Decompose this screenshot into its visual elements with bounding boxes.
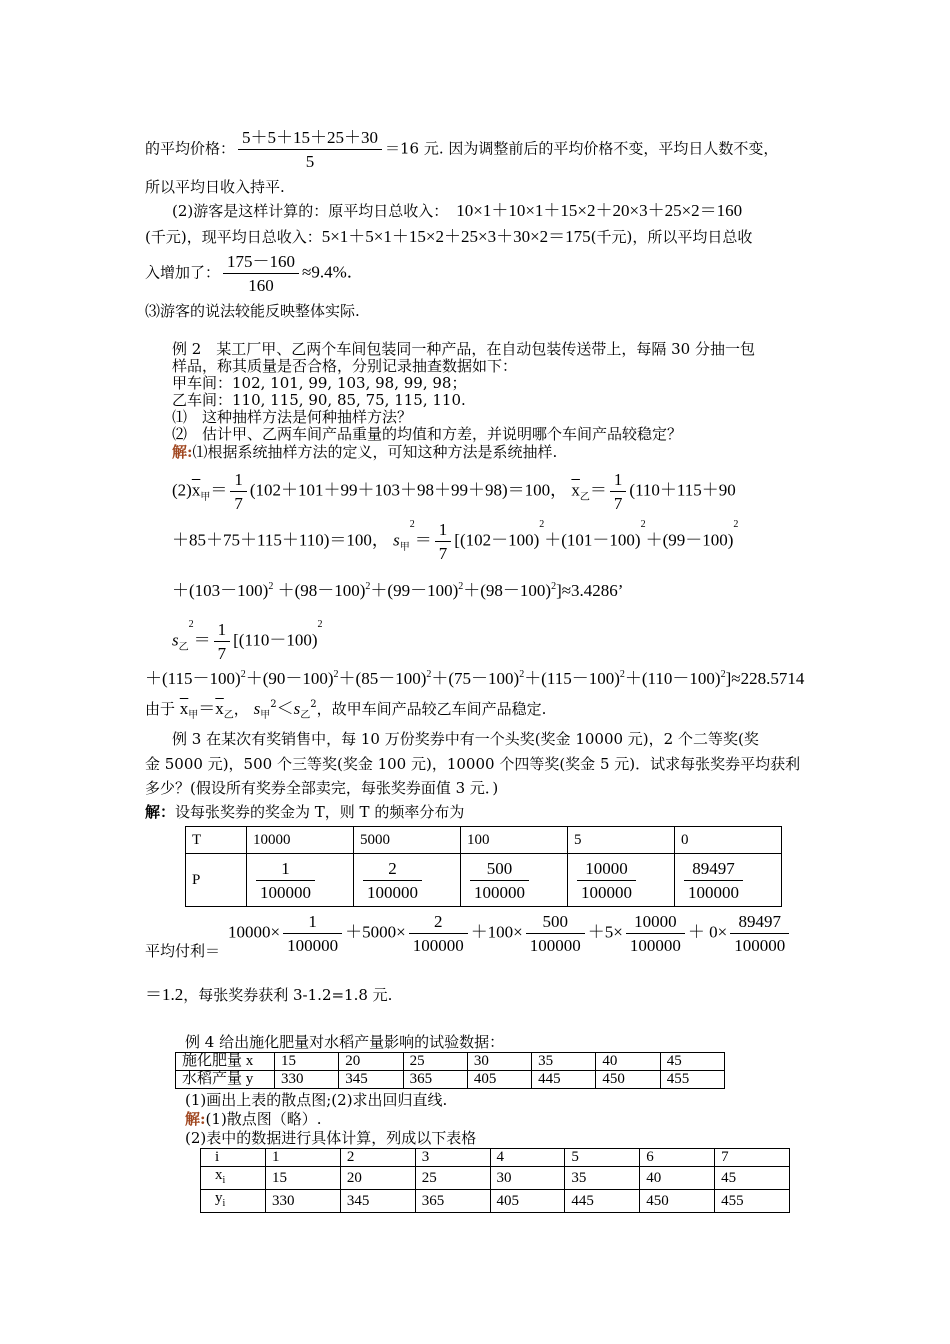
numerator: 2: [363, 859, 422, 881]
question-2: ⑵ 估计甲、乙两车间产品重量的均值和方差，并说明哪个车间产品较稳定？: [172, 425, 683, 443]
paragraph-line: (2)表中的数据进行具体计算，列成以下表格: [185, 1129, 477, 1147]
denominator: 100000: [474, 882, 525, 902]
table-cell: 450: [640, 1190, 715, 1213]
table-cell: [354, 854, 461, 907]
math: ＝1.2: [145, 985, 184, 1004]
xbar: $\overline{x}$: [179, 699, 189, 718]
denominator: 100000: [412, 936, 464, 955]
table-cell: 100: [461, 827, 568, 854]
math: ≈9.4%．: [302, 262, 364, 282]
superscript: 2: [539, 519, 545, 530]
table-cell: 345: [339, 1071, 403, 1089]
text: 平均付利＝: [145, 942, 221, 960]
table-cell: 25: [403, 1053, 467, 1071]
superscript: 2: [458, 581, 464, 592]
table-cell: 365: [403, 1071, 467, 1089]
superscript: 2: [409, 519, 415, 530]
text: ＋(115－100): [524, 669, 620, 688]
table-row: [201, 1149, 790, 1167]
superscript: 2: [365, 581, 371, 592]
solution-label: 解：: [145, 803, 176, 821]
text: ＋(90－100): [245, 669, 334, 688]
example-2-title: 例 2 某工厂甲、乙两个车间包装同一种产品，在自动包装传送带上，每隔 30 分抽一包: [172, 340, 755, 358]
superscript: 2: [270, 699, 277, 710]
superscript: 2: [551, 581, 557, 592]
text: ，: [233, 700, 249, 718]
table-cell: 5000: [354, 827, 461, 854]
variance-yi-formula-cont: [145, 670, 804, 688]
xbar: $\overline{x}$: [571, 480, 580, 500]
superscript: 2: [733, 519, 739, 530]
text: ，故甲车间产品较乙车间产品稳定.: [316, 700, 547, 718]
table-cell: [568, 854, 675, 907]
fraction: [730, 912, 789, 955]
denominator: 100000: [529, 936, 581, 955]
text: 的平均价格：: [145, 139, 236, 158]
subscript: 甲: [260, 710, 271, 721]
paragraph-line: 多少？(假设所有奖券全部卖完，每张奖券面值 3 元．): [145, 779, 499, 797]
fraction: [214, 620, 231, 663]
table-row: [186, 854, 782, 907]
text: ＋5000×: [345, 922, 406, 942]
subscript: 甲: [399, 541, 410, 553]
paragraph-line: ⑶游客的说法较能反映整体实际.: [145, 302, 360, 320]
superscript: 2: [310, 699, 317, 710]
fraction: [363, 859, 422, 902]
table-cell: 405: [490, 1190, 565, 1213]
fraction: [684, 859, 743, 902]
text: ＋(115－100): [145, 669, 241, 688]
numerator: 500: [470, 859, 529, 881]
text: ＝: [414, 530, 432, 550]
text: ＝: [198, 699, 216, 718]
text: [(110－100): [233, 630, 318, 650]
table-cell: 330: [275, 1071, 339, 1089]
fraction: [470, 859, 529, 902]
numerator: 89497: [730, 912, 789, 934]
text: (2): [172, 480, 192, 500]
table-cell: 330: [266, 1190, 341, 1213]
table-cell: 405: [467, 1071, 531, 1089]
numerator: 2: [409, 912, 468, 934]
table-cell: 0: [675, 827, 782, 854]
paragraph-line: [145, 228, 752, 246]
text: ⑴根据系统抽样方法的定义，可知这种方法是系统抽样.: [192, 443, 558, 461]
numerator: 10000: [626, 912, 685, 934]
text: ＋(103－100): [172, 581, 269, 600]
example-3-title: 例 3 在某次有奖销售中，每 10 万份奖券中有一个头奖(奖金 10000 元)，2 个二等奖(奖: [172, 730, 759, 748]
table-cell: 5: [568, 827, 675, 854]
text: y: [215, 1190, 223, 1206]
superscript: 2: [640, 519, 646, 530]
table-cell: 4: [490, 1149, 565, 1167]
computation-table: [200, 1148, 790, 1213]
text: ＝: [193, 630, 211, 650]
denominator: 7: [234, 494, 243, 513]
fraction: [526, 912, 585, 955]
numerator: 1: [283, 912, 342, 934]
numerator: 1: [230, 470, 247, 492]
denominator: 100000: [367, 882, 418, 902]
paragraph-line: [145, 252, 364, 295]
table-cell: 20: [339, 1053, 403, 1071]
text: ＋(99－100): [645, 530, 734, 550]
math: 10×1＋10×1＋15×2＋20×3＋25×2＝160: [456, 201, 743, 220]
result-line: [145, 986, 392, 1004]
s-symbol: s: [172, 630, 179, 650]
s-symbol: s: [293, 699, 301, 718]
math: 5×1＋5×1＋15×2＋25×3＋30×2＝175: [321, 227, 591, 246]
paragraph-line: [172, 202, 742, 220]
table-cell: P: [186, 854, 247, 907]
solution-label: 解:: [172, 443, 193, 461]
table-cell: 345: [340, 1190, 415, 1213]
table-cell: 20: [340, 1167, 415, 1190]
price-line: [145, 128, 778, 171]
table-cell: 455: [715, 1190, 790, 1213]
fraction: [223, 252, 299, 295]
table-cell: [461, 854, 568, 907]
text: ＋(98－100): [463, 581, 552, 600]
table-cell: 25: [415, 1167, 490, 1190]
subscript: 甲: [188, 710, 199, 721]
fraction: [256, 859, 315, 902]
fraction: [238, 128, 382, 171]
superscript: 2: [317, 619, 323, 630]
denominator: 100000: [688, 882, 739, 902]
fraction: [283, 912, 342, 955]
table-cell: 455: [660, 1071, 724, 1089]
table-cell: 445: [532, 1071, 596, 1089]
denominator: 7: [217, 644, 227, 663]
xbar: $\overline{x}$: [191, 480, 201, 500]
superscript: 2: [240, 669, 246, 680]
table-cell: 40: [640, 1167, 715, 1190]
text: (110＋115＋90: [629, 480, 736, 500]
paragraph-line: (1)画出上表的散点图;(2)求出回归直线.: [185, 1091, 448, 1109]
text: ＝: [210, 480, 228, 500]
subscript: 乙: [300, 710, 311, 721]
text: ，每张奖券获利 3-1.2=1.8 元.: [183, 986, 393, 1004]
text: [(102－100): [454, 530, 540, 550]
subscript: 甲: [200, 491, 211, 503]
denominator: 100000: [287, 936, 339, 955]
text: ＋(98－100): [277, 581, 366, 600]
numerator: 5＋5＋15＋25＋30: [238, 128, 382, 150]
mean-formula: [172, 470, 736, 513]
text: ]≈3.4286’: [556, 581, 624, 600]
text: ＋(110－100): [624, 669, 721, 688]
table-row: [201, 1190, 790, 1213]
table-cell: 35: [565, 1167, 640, 1190]
numerator: 1: [435, 520, 452, 542]
text: ＋85＋75＋115＋110)＝100，: [172, 530, 389, 550]
numerator: 1: [610, 470, 627, 492]
prize-distribution-table: [185, 826, 782, 907]
paragraph-line: 金 5000 元)，500 个三等奖(奖金 100 元)，10000 个四等奖(奖金 5 元)．试求每张奖券平均获利: [145, 755, 801, 773]
solution-label: 解:: [185, 1110, 206, 1128]
fertilizer-yield-table: [175, 1052, 725, 1089]
numerator: 1: [214, 620, 231, 642]
table-row: [201, 1167, 790, 1190]
fraction: [610, 470, 627, 513]
paragraph-line: 甲车间：102, 101, 99, 103, 98, 99, 98；: [172, 374, 467, 392]
table-cell: T: [186, 827, 247, 854]
fraction: [409, 912, 468, 955]
table-cell: 10000: [247, 827, 354, 854]
table-cell: 2: [340, 1149, 415, 1167]
text: (2)游客是这样计算的：原平均日总收入：: [172, 202, 449, 220]
text: ＜: [276, 699, 294, 718]
fraction: [626, 912, 685, 955]
text: ＋(99－100): [370, 581, 459, 600]
text: 由于: [145, 700, 176, 718]
table-cell: 450: [596, 1071, 660, 1089]
denominator: 7: [613, 494, 623, 513]
table-cell: 1: [266, 1149, 341, 1167]
denominator: 5: [305, 152, 315, 171]
subscript: i: [222, 1175, 226, 1186]
superscript: 2: [268, 581, 274, 592]
superscript: 2: [426, 669, 432, 680]
table-cell: 35: [532, 1053, 596, 1071]
table-cell: 7: [715, 1149, 790, 1167]
superscript: 2: [720, 669, 726, 680]
text: ＝16 元. 因为调整前后的平均价格不变，平均日人数不变，: [385, 139, 779, 158]
numerator: 500: [526, 912, 585, 934]
text: ＋ 0×: [687, 922, 728, 942]
numerator: 89497: [684, 859, 743, 881]
table-row: [176, 1071, 725, 1089]
subscript: i: [222, 1198, 226, 1209]
text: x: [215, 1167, 223, 1183]
table-cell: 5: [565, 1149, 640, 1167]
text: 入增加了：: [145, 263, 221, 282]
subscript: 乙: [178, 641, 189, 653]
text: ＋100×: [470, 922, 523, 942]
expectation-expression: [228, 912, 792, 955]
table-row: [176, 1053, 725, 1071]
variance-formula: [172, 520, 738, 563]
denominator: 160: [248, 276, 274, 295]
text: 设每张奖券的奖金为 T，则 T 的频率分布为: [175, 803, 465, 821]
paragraph-line: 乙车间：110, 115, 90, 85, 75, 115, 110.: [172, 391, 466, 409]
numerator: 175－160: [223, 252, 299, 274]
table-cell: 15: [266, 1167, 341, 1190]
xbar: $\overline{x}$: [215, 699, 224, 718]
fraction: [435, 520, 452, 563]
variance-yi-formula: [172, 620, 322, 663]
table-cell: 40: [596, 1053, 660, 1071]
denominator: 100000: [260, 882, 311, 902]
solution-line: [172, 443, 557, 461]
superscript: 2: [333, 669, 339, 680]
subscript: 乙: [223, 710, 234, 721]
table-cell: 30: [467, 1053, 531, 1071]
text: (千元)，现平均日总收入：: [145, 228, 322, 246]
table-cell: 30: [490, 1167, 565, 1190]
numerator: 10000: [577, 859, 636, 881]
table-cell: i: [201, 1149, 266, 1167]
text: ＋(85－100): [338, 669, 427, 688]
denominator: 100000: [734, 936, 786, 955]
fraction: [577, 859, 636, 902]
table-cell: [675, 854, 782, 907]
question-1: ⑴ 这种抽样方法是何种抽样方法？: [172, 408, 413, 426]
text: ＋(75－100): [431, 669, 520, 688]
text: 10000×: [228, 922, 281, 942]
table-cell: 15: [275, 1053, 339, 1071]
solution-line: [185, 1110, 322, 1128]
numerator: 1: [256, 859, 315, 881]
table-cell: 45: [660, 1053, 724, 1071]
paragraph-line: 所以平均日收入持平.: [145, 178, 285, 196]
denominator: 100000: [629, 936, 681, 955]
table-cell: 445: [565, 1190, 640, 1213]
denominator: 100000: [581, 882, 632, 902]
table-cell: 3: [415, 1149, 490, 1167]
table-cell: 水稻产量 y: [176, 1071, 275, 1089]
s-symbol: s: [253, 699, 261, 718]
example-4-title: 例 4 给出施化肥量对水稻产量影响的试验数据：: [185, 1033, 505, 1051]
text: (102＋101＋99＋103＋98＋99＋98)＝100，: [249, 480, 568, 500]
paragraph-line: 样品，称其质量是否合格，分别记录抽查数据如下：: [172, 357, 518, 375]
fraction: [230, 470, 247, 513]
text: ＋(101－100): [544, 530, 641, 550]
table-cell: [201, 1190, 266, 1213]
s-symbol: s: [393, 530, 400, 550]
text: (千元)，所以平均日总收: [590, 228, 753, 246]
text: ＝: [589, 480, 607, 500]
text: ]≈228.5714: [725, 669, 805, 688]
solution-line: [145, 803, 464, 821]
variance-formula-cont: [172, 582, 623, 600]
conclusion-line: [145, 700, 546, 725]
superscript: 2: [188, 619, 194, 630]
subscript: 乙: [579, 491, 590, 503]
text: ＋5×: [587, 922, 623, 942]
table-cell: 6: [640, 1149, 715, 1167]
table-cell: [247, 854, 354, 907]
table-cell: 365: [415, 1190, 490, 1213]
table-cell: 施化肥量 x: [176, 1053, 275, 1071]
superscript: 2: [519, 669, 525, 680]
text: (1)散点图（略）.: [205, 1110, 322, 1128]
table-row: [186, 827, 782, 854]
denominator: 7: [438, 544, 448, 563]
table-cell: [201, 1167, 266, 1190]
superscript: 2: [619, 669, 625, 680]
table-cell: 45: [715, 1167, 790, 1190]
